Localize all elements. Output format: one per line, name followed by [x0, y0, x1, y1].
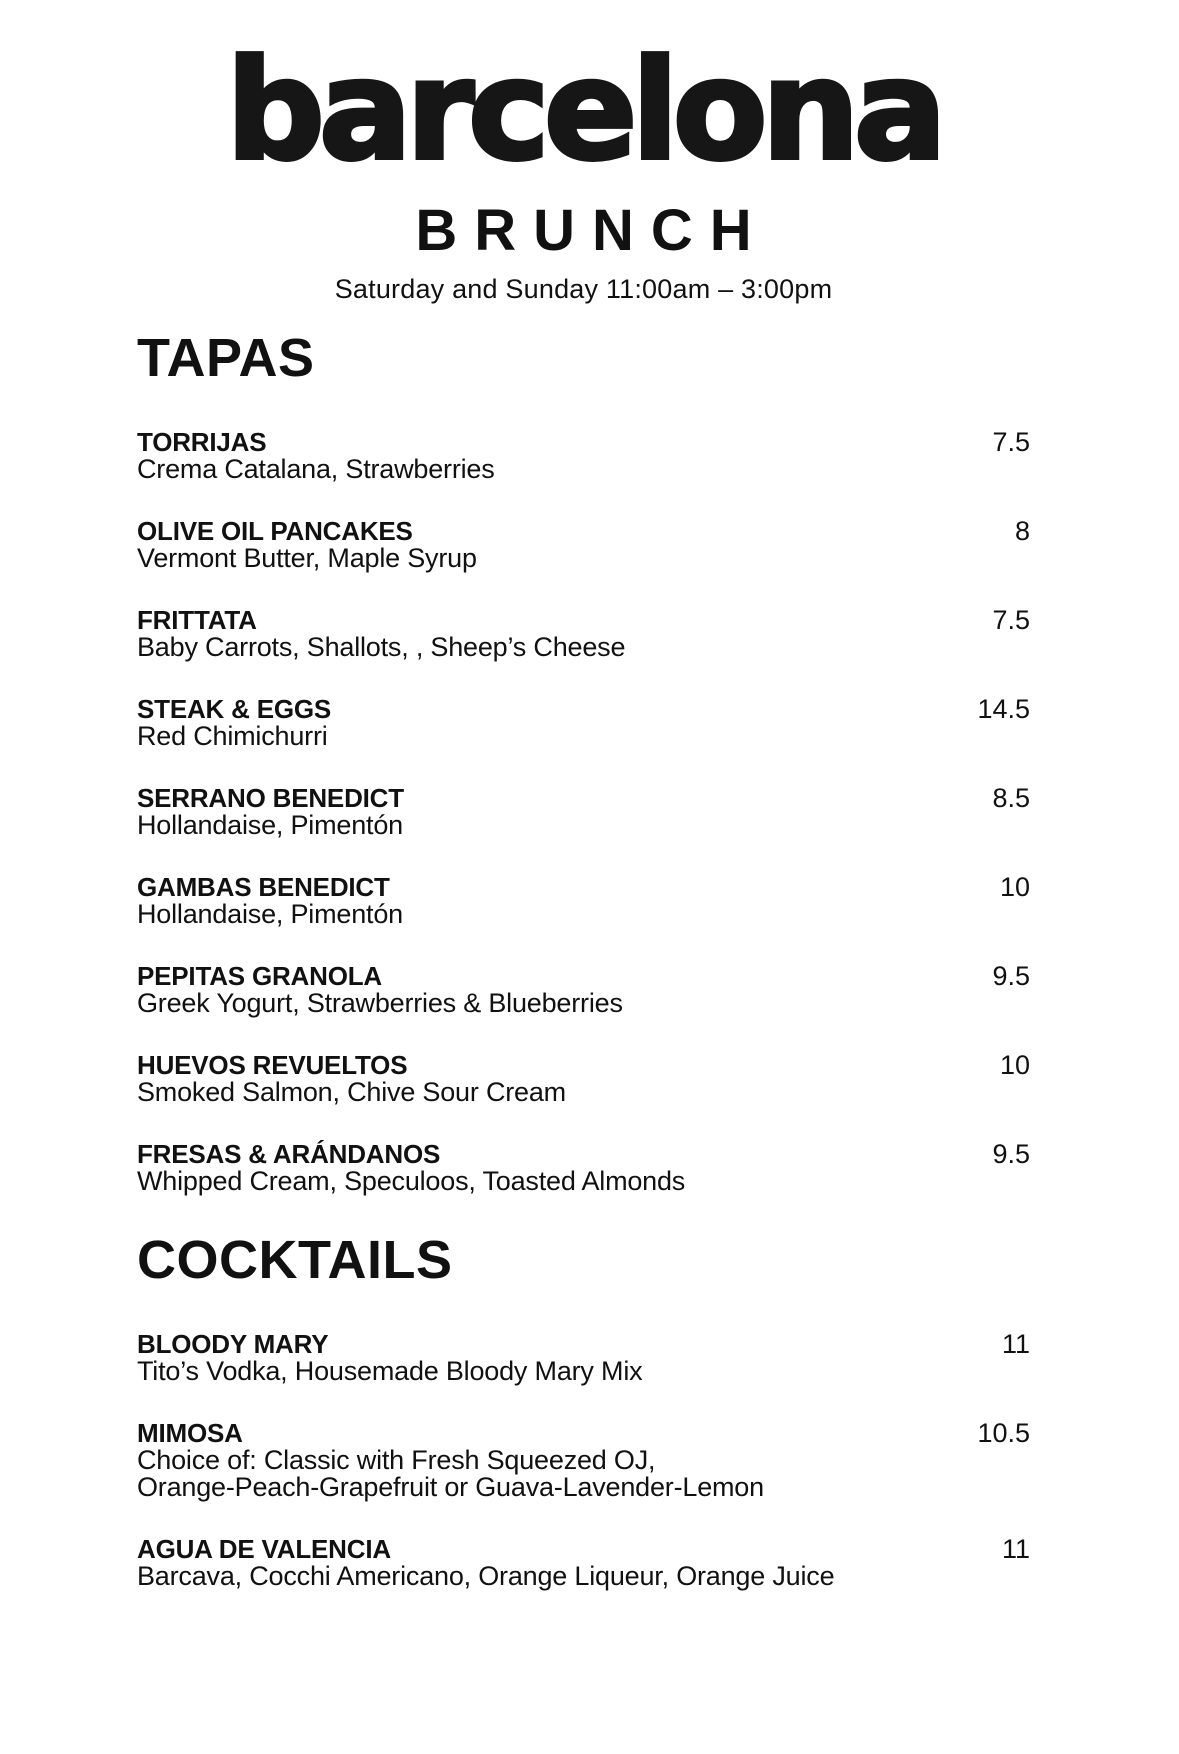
menu-hours: Saturday and Sunday 11:00am – 3:00pm: [334, 274, 833, 304]
section-cocktails: [137, 1232, 1030, 1590]
menu-item-mimosa: [137, 1419, 1030, 1501]
item-row: [137, 1051, 1030, 1079]
item-name: STEAK & EGGS: [137, 694, 332, 724]
menu-item-torrijas: [137, 428, 1030, 483]
item-description: Vermont Butter, Maple Syrup: [137, 543, 477, 573]
item-row: [137, 606, 1030, 634]
item-name: GAMBAS BENEDICT: [137, 872, 390, 902]
item-price: 9.5: [992, 1139, 1030, 1169]
menu-item-pepitas-granola: [137, 962, 1030, 1017]
item-name: AGUA DE VALENCIA: [137, 1534, 391, 1564]
item-name: SERRANO BENEDICT: [137, 783, 404, 813]
item-price: 11: [1001, 1534, 1030, 1564]
menu-item-olive-oil-pancakes: [137, 517, 1030, 572]
item-description-line-1: Choice of: Classic with Fresh Squeezed OJ,: [137, 1445, 656, 1475]
section-title-tapas: TAPAS: [137, 328, 315, 388]
item-description: Smoked Salmon, Chive Sour Cream: [137, 1077, 566, 1107]
restaurant-logo: barcelona: [226, 30, 941, 191]
item-row: [137, 1330, 1030, 1358]
item-price: 10: [999, 872, 1030, 902]
item-name: TORRIJAS: [137, 427, 267, 457]
item-name: FRESAS & ARÁNDANOS: [137, 1139, 441, 1169]
item-description-line-2: Orange-Peach-Grapefruit or Guava-Lavender-Lemon: [137, 1472, 764, 1502]
item-description: Whipped Cream, Speculoos, Toasted Almonds: [137, 1166, 686, 1196]
item-description: Red Chimichurri: [137, 721, 328, 751]
section-title-cocktails: COCKTAILS: [137, 1230, 453, 1290]
menu-item-agua-de-valencia: [137, 1535, 1030, 1590]
item-description: Hollandaise, Pimentón: [137, 899, 403, 929]
item-row: [137, 784, 1030, 812]
item-price: 9.5: [992, 961, 1030, 991]
item-name: FRITTATA: [137, 605, 257, 635]
item-row: [137, 962, 1030, 990]
menu-item-fresas-y-arandanos: [137, 1140, 1030, 1195]
item-description: Hollandaise, Pimentón: [137, 810, 403, 840]
item-description: Crema Catalana, Strawberries: [137, 454, 495, 484]
item-row: [137, 695, 1030, 723]
menu-item-frittata: [137, 606, 1030, 661]
item-row: [137, 428, 1030, 456]
menu-item-steak-and-eggs: [137, 695, 1030, 750]
item-row: [137, 1419, 1030, 1447]
menu-header: [137, 0, 1030, 304]
item-name: OLIVE OIL PANCAKES: [137, 516, 413, 546]
menu-item-gambas-benedict: [137, 873, 1030, 928]
item-description: Baby Carrots, Shallots, , Sheep’s Cheese: [137, 632, 626, 662]
item-price: 8.5: [992, 783, 1030, 813]
item-price: 11: [1001, 1329, 1030, 1359]
item-row: [137, 517, 1030, 545]
section-tapas: [137, 330, 1030, 1195]
item-description: Tito’s Vodka, Housemade Bloody Mary Mix: [137, 1356, 643, 1386]
item-price: 7.5: [992, 427, 1030, 457]
item-name: MIMOSA: [137, 1418, 243, 1448]
menu-item-serrano-benedict: [137, 784, 1030, 839]
menu-item-bloody-mary: [137, 1330, 1030, 1385]
item-name: BLOODY MARY: [137, 1329, 329, 1359]
menu-item-huevos-revueltos: [137, 1051, 1030, 1106]
item-price: 10.5: [977, 1418, 1030, 1448]
item-row: [137, 1535, 1030, 1563]
item-row: [137, 873, 1030, 901]
item-price: 7.5: [992, 605, 1030, 635]
item-price: 14.5: [977, 694, 1030, 724]
item-description: [137, 1447, 1030, 1501]
item-price: 10: [999, 1050, 1030, 1080]
item-name: HUEVOS REVUELTOS: [137, 1050, 408, 1080]
menu-subtitle: BRUNCH: [415, 198, 769, 263]
item-row: [137, 1140, 1030, 1168]
item-name: PEPITAS GRANOLA: [137, 961, 382, 991]
item-description: Barcava, Cocchi Americano, Orange Liqueur, Orange Juice: [137, 1561, 835, 1591]
item-price: 8: [1014, 516, 1030, 546]
item-description: Greek Yogurt, Strawberries & Blueberries: [137, 988, 623, 1018]
